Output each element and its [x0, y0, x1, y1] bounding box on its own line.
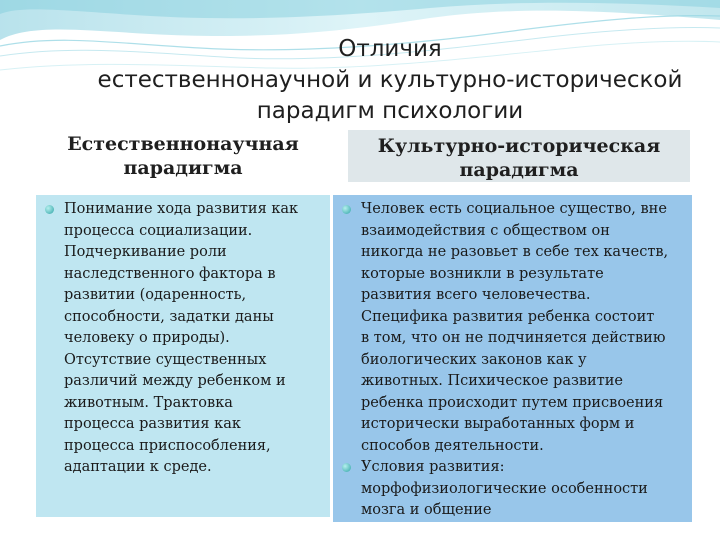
bullet-text-line: адаптации к среде. — [64, 459, 212, 475]
left-column-heading — [32, 130, 334, 184]
title-line: Отличия — [338, 36, 442, 62]
bullet-text-line: животным. Трактовка — [64, 394, 233, 411]
bullet-text-line: взаимодействия с обществом он — [361, 222, 610, 239]
heading-line: Культурно-историческая — [377, 135, 661, 157]
bullet-item — [361, 457, 688, 522]
bullet-text-line: животных. Психическое развитие — [361, 373, 623, 389]
bullet-icon — [45, 205, 54, 214]
bullet-text-line: наследственного фактора в — [64, 265, 276, 282]
bullet-text-line: способов деятельности. — [361, 437, 544, 454]
heading-line: парадигма — [123, 157, 243, 179]
bullet-text-line: процесса развития как — [64, 416, 241, 432]
bullet-text-line: человеку о природы). — [64, 330, 230, 346]
bullet-text-line: развитии (одаренность, — [64, 287, 247, 303]
bullet-text-line: Подчеркивание роли — [64, 244, 227, 260]
bullet-item — [64, 199, 322, 479]
bullet-text-line: процесса приспособления, — [64, 437, 271, 454]
heading-line: Естественнонаучная — [67, 133, 299, 155]
bullet-text-line: Понимание хода развития как — [64, 201, 299, 217]
bullet-text-line: исторически выработанных форм и — [361, 416, 635, 432]
bullet-text-line: способности, задатки даны — [64, 308, 274, 325]
bullet-text-line: биологических законов как у — [361, 351, 587, 368]
bullet-text-line: развития всего человечества. — [361, 287, 591, 303]
bullet-text-line: Отсутствие существенных — [64, 351, 267, 368]
right-column-heading — [348, 130, 690, 182]
bullet-text-line: ребенка происходит путем присвоения — [361, 394, 664, 411]
bullet-text-line: которые возникли в результате — [361, 265, 604, 282]
bullet-text-line: Условия развития: — [361, 459, 505, 475]
bullet-text-line: Специфика развития ребенка состоит — [361, 308, 655, 325]
title-line: парадигм психологии — [256, 98, 524, 124]
bullet-icon — [342, 463, 351, 472]
right-column-panel — [333, 195, 692, 522]
bullet-item — [361, 199, 688, 457]
bullet-text-line: морфофизиологические особенности — [361, 480, 648, 497]
left-column-panel — [36, 195, 330, 517]
bullet-text-line: никогда не разовьет в себе тех качеств, — [361, 244, 669, 260]
heading-line: парадигма — [459, 159, 579, 181]
bullet-icon — [342, 205, 351, 214]
page-title — [60, 34, 720, 127]
bullet-text-line: в том, что он не подчиняется действию — [361, 330, 666, 346]
bullet-text-line: Человек есть социальное существо, вне — [361, 201, 667, 217]
bullet-text-line: процесса социализации. — [64, 222, 253, 239]
bullet-text-line: различий между ребенком и — [64, 373, 286, 389]
bullet-text-line: мозга и общение — [361, 502, 492, 518]
title-line: естественнонаучной и культурно-исторической — [97, 67, 683, 93]
